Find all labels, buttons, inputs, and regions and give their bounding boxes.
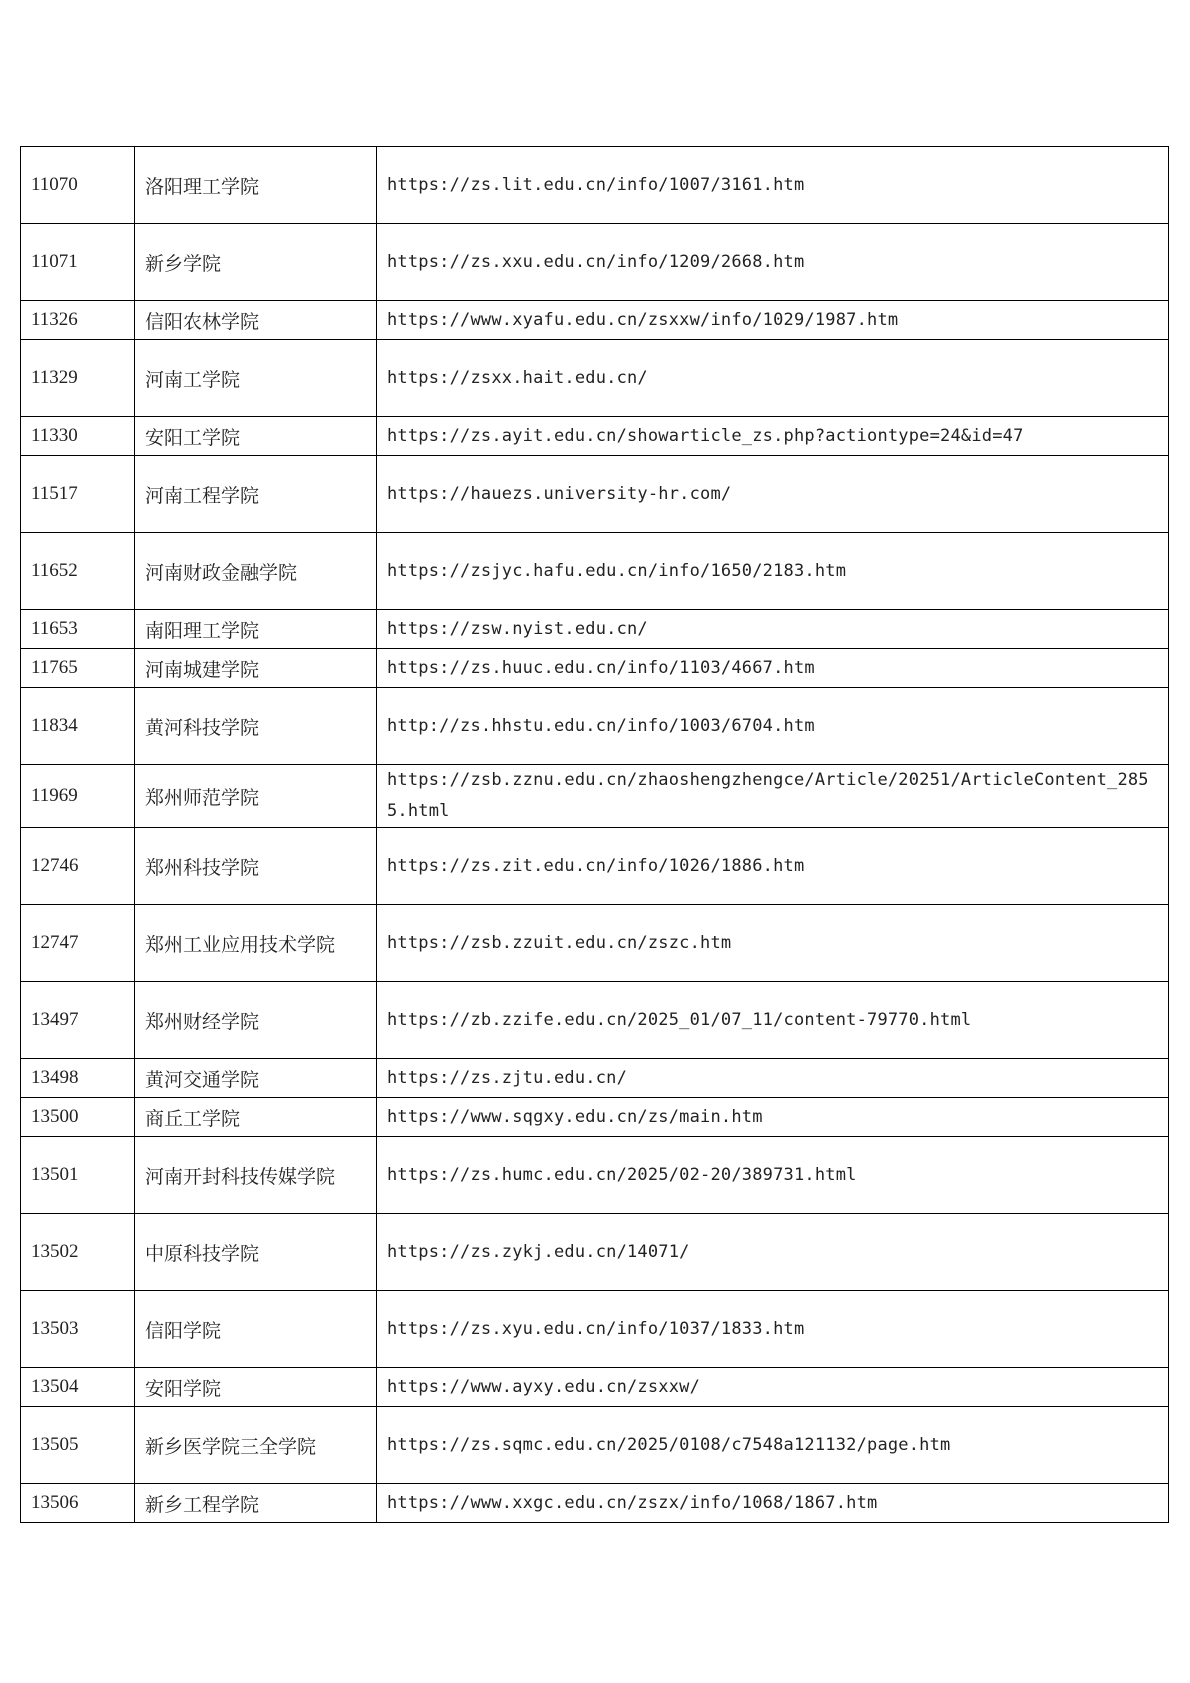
admission-url-cell[interactable]: https://hauezs.university-hr.com/ [377,456,1169,533]
school-name-cell: 南阳理工学院 [135,610,377,649]
school-name-cell: 安阳学院 [135,1368,377,1407]
school-name-cell: 信阳农林学院 [135,301,377,340]
table-row [21,610,1169,649]
admission-url-cell[interactable]: https://zs.xyu.edu.cn/info/1037/1833.htm [377,1291,1169,1368]
admission-url-cell[interactable]: https://zsw.nyist.edu.cn/ [377,610,1169,649]
school-code-cell: 11834 [21,688,135,765]
table-row [21,417,1169,456]
table-row [21,982,1169,1059]
table-row [21,1291,1169,1368]
school-name-cell: 安阳工学院 [135,417,377,456]
admission-url-cell[interactable]: https://zs.zjtu.edu.cn/ [377,1059,1169,1098]
school-code-cell: 11326 [21,301,135,340]
admission-url-cell[interactable]: https://www.sqgxy.edu.cn/zs/main.htm [377,1098,1169,1137]
school-name-cell: 郑州科技学院 [135,828,377,905]
table-row [21,456,1169,533]
school-name-cell: 河南财政金融学院 [135,533,377,610]
table-row [21,1368,1169,1407]
school-code-cell: 12746 [21,828,135,905]
school-code-cell: 13503 [21,1291,135,1368]
school-code-cell: 12747 [21,905,135,982]
table-row [21,649,1169,688]
school-code-cell: 13502 [21,1214,135,1291]
school-code-cell: 11071 [21,224,135,301]
admission-url-cell[interactable]: https://zs.ayit.edu.cn/showarticle_zs.php?actiontype=24&id=47 [377,417,1169,456]
table-row [21,340,1169,417]
school-name-cell: 河南工程学院 [135,456,377,533]
school-code-cell: 11653 [21,610,135,649]
admission-url-cell[interactable]: https://zb.zzife.edu.cn/2025_01/07_11/content-79770.html [377,982,1169,1059]
school-name-cell: 河南开封科技传媒学院 [135,1137,377,1214]
table-row [21,1059,1169,1098]
table-row [21,905,1169,982]
school-code-cell: 11765 [21,649,135,688]
table-row [21,1214,1169,1291]
admission-url-cell[interactable]: https://zs.zykj.edu.cn/14071/ [377,1214,1169,1291]
table-row [21,688,1169,765]
school-name-cell: 黄河科技学院 [135,688,377,765]
table-row [21,1407,1169,1484]
school-name-cell: 郑州师范学院 [135,765,377,828]
admission-url-cell[interactable]: http://zs.hhstu.edu.cn/info/1003/6704.htm [377,688,1169,765]
admission-url-cell[interactable]: https://www.xyafu.edu.cn/zsxxw/info/1029/1987.htm [377,301,1169,340]
school-name-cell: 中原科技学院 [135,1214,377,1291]
university-admissions-table [20,146,1169,1523]
school-code-cell: 11517 [21,456,135,533]
table-row [21,147,1169,224]
school-code-cell: 13505 [21,1407,135,1484]
table-row [21,301,1169,340]
school-code-cell: 13498 [21,1059,135,1098]
school-code-cell: 13500 [21,1098,135,1137]
table-row [21,533,1169,610]
school-code-cell: 11329 [21,340,135,417]
admission-url-cell[interactable]: https://zs.lit.edu.cn/info/1007/3161.htm [377,147,1169,224]
school-name-cell: 郑州财经学院 [135,982,377,1059]
admission-url-cell[interactable]: https://zsb.zznu.edu.cn/zhaoshengzhengce/Article/20251/ArticleContent_2855.html [377,765,1169,828]
school-code-cell: 11652 [21,533,135,610]
school-name-cell: 河南工学院 [135,340,377,417]
school-code-cell: 11070 [21,147,135,224]
school-name-cell: 河南城建学院 [135,649,377,688]
admission-url-cell[interactable]: https://zs.zit.edu.cn/info/1026/1886.htm [377,828,1169,905]
admission-url-cell[interactable]: https://zs.xxu.edu.cn/info/1209/2668.htm [377,224,1169,301]
school-name-cell: 新乡学院 [135,224,377,301]
school-name-cell: 郑州工业应用技术学院 [135,905,377,982]
school-name-cell: 新乡工程学院 [135,1484,377,1523]
table-body [21,147,1169,1523]
school-name-cell: 黄河交通学院 [135,1059,377,1098]
school-name-cell: 信阳学院 [135,1291,377,1368]
admission-url-cell[interactable]: https://zsxx.hait.edu.cn/ [377,340,1169,417]
school-name-cell: 洛阳理工学院 [135,147,377,224]
school-code-cell: 13501 [21,1137,135,1214]
table-row [21,224,1169,301]
table-row [21,765,1169,828]
school-code-cell: 13506 [21,1484,135,1523]
school-code-cell: 11969 [21,765,135,828]
admission-url-cell[interactable]: https://zs.sqmc.edu.cn/2025/0108/c7548a121132/page.htm [377,1407,1169,1484]
school-name-cell: 新乡医学院三全学院 [135,1407,377,1484]
table-row [21,1137,1169,1214]
admission-url-cell[interactable]: https://zs.humc.edu.cn/2025/02-20/389731.html [377,1137,1169,1214]
school-code-cell: 11330 [21,417,135,456]
admission-url-cell[interactable]: https://zs.huuc.edu.cn/info/1103/4667.htm [377,649,1169,688]
table-row [21,1098,1169,1137]
admission-url-cell[interactable]: https://www.ayxy.edu.cn/zsxxw/ [377,1368,1169,1407]
admission-url-cell[interactable]: https://zsjyc.hafu.edu.cn/info/1650/2183.htm [377,533,1169,610]
admission-url-cell[interactable]: https://zsb.zzuit.edu.cn/zszc.htm [377,905,1169,982]
admission-url-cell[interactable]: https://www.xxgc.edu.cn/zszx/info/1068/1867.htm [377,1484,1169,1523]
school-name-cell: 商丘工学院 [135,1098,377,1137]
school-code-cell: 13497 [21,982,135,1059]
table-row [21,1484,1169,1523]
table-row [21,828,1169,905]
school-code-cell: 13504 [21,1368,135,1407]
